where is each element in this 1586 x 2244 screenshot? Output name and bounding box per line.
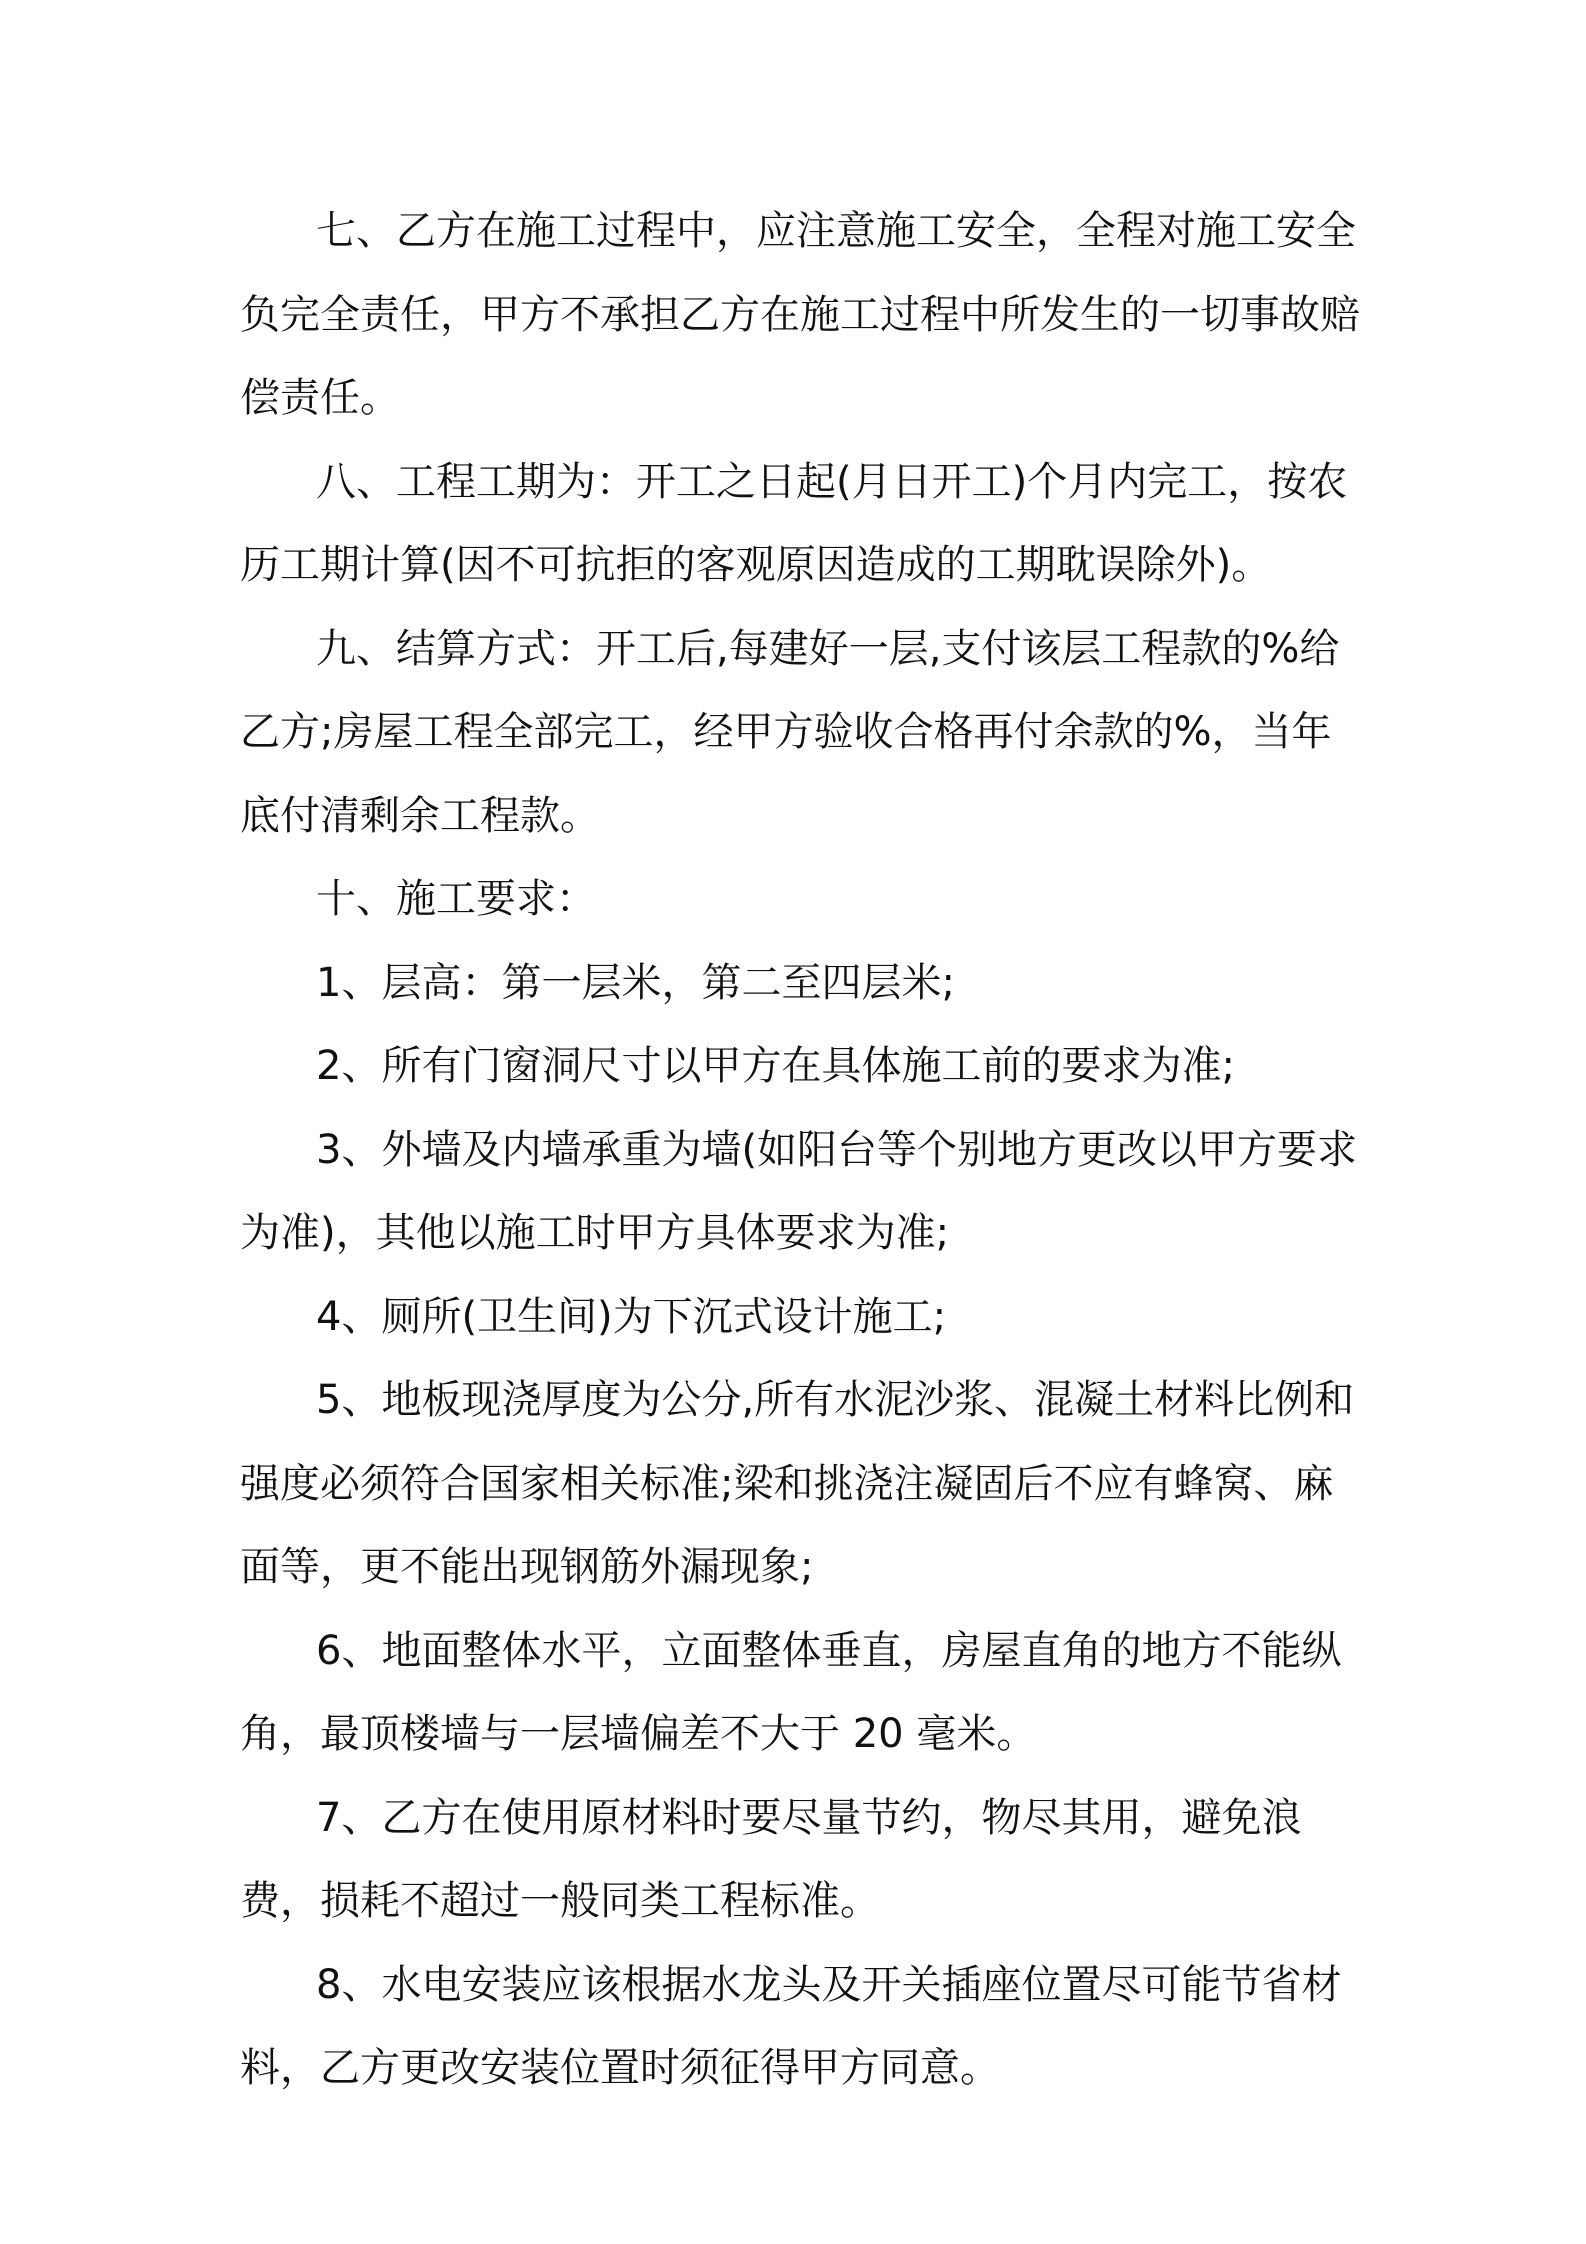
requirement-3-paragraph: 3、外墙及内墙承重为墙(如阳台等个别地方更改以甲方要求为准)，其他以施工时甲方具体要求为准;: [240, 1126, 1358, 1256]
requirement-2-paragraph: 2、所有门窗洞尺寸以甲方在具体施工前的要求为准;: [316, 1043, 1235, 1089]
requirement-1-paragraph: 1、层高：第一层米，第二至四层米;: [316, 959, 955, 1006]
clause-8-paragraph: 八、工程工期为：开工之日起(月日开工)个月内完工，按农历工期计算(因不可抗拒的客观原因造成的工期耽误除外)。: [240, 458, 1348, 588]
requirement-8-paragraph: 8、水电安装应该根据水龙头及开关插座位置尽可能节省材料，乙方更改安装位置时须征得甲方同意。: [240, 1961, 1342, 2091]
clause-10-heading: 十、施工要求：: [316, 876, 596, 922]
contract-text-body: [240, 190, 1360, 2111]
requirement-7-paragraph: 7、乙方在使用原材料时要尽量节约，物尽其用，避免浪费，损耗不超过一般同类工程标准。: [240, 1794, 1302, 1924]
clause-7-paragraph: 七、乙方在施工过程中，应注意施工安全，全程对施工安全负完全责任，甲方不承担乙方在施工过程中所发生的一切事故赔偿责任。: [240, 208, 1360, 421]
requirement-4-paragraph: 4、厕所(卫生间)为下沉式设计施工;: [316, 1293, 947, 1340]
requirement-5-paragraph: 5、地板现浇厚度为公分,所有水泥沙浆、混凝土材料比例和强度必须符合国家相关标准;梁和挑浇注凝固后不应有蜂窝、麻面等，更不能出现钢筋外漏现象;: [240, 1377, 1355, 1590]
clause-9-paragraph: 九、结算方式：开工后,每建好一层,支付该层工程款的%给乙方;房屋工程全部完工，经甲方验收合格再付余款的%，当年底付清剩余工程款。: [240, 625, 1340, 839]
requirement-6-paragraph: 6、地面整体水平，立面整体垂直，房屋直角的地方不能纵角，最顶楼墙与一层墙偏差不大于 20 毫米。: [240, 1627, 1342, 1757]
